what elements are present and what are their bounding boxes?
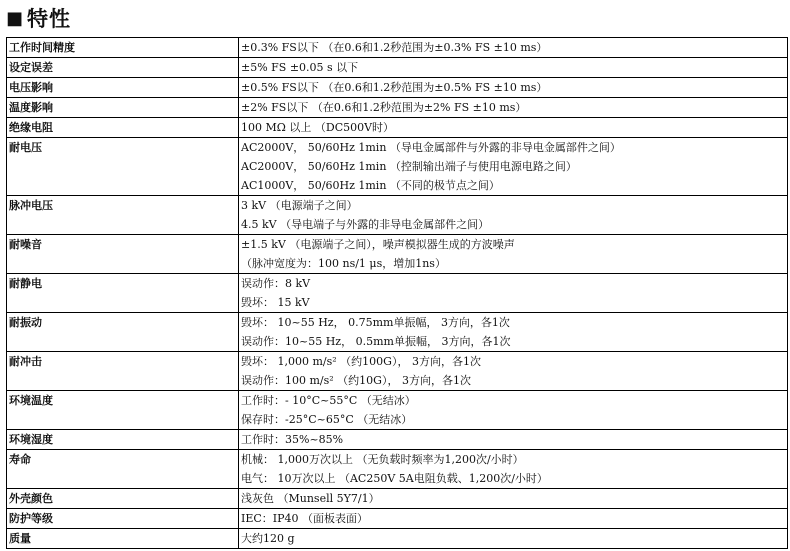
spec-value-line: IEC：IP40 （面板表面） [241, 512, 369, 525]
spec-value [239, 118, 788, 138]
table-row [7, 78, 788, 98]
table-row [7, 430, 788, 450]
spec-value-line: 4.5 kV （导电端子与外露的非导电金属部件之间） [241, 218, 490, 231]
spec-value-line: 机械： 1,000万次以上 （无负载时频率为1,200次/小时） [241, 453, 524, 466]
spec-value-line: 工作时：- 10°C~55°C （无结冰） [241, 394, 416, 407]
spec-label: 环境温度 [7, 391, 239, 430]
spec-value-line: 毁坏： 10~55 Hz， 0.75mm单振幅， 3方向，各1次 [241, 316, 510, 329]
table-row [7, 118, 788, 138]
spec-label: 电压影响 [7, 78, 239, 98]
table-row [7, 391, 788, 430]
spec-value [239, 352, 788, 391]
spec-value-line: （脉冲宽度为：100 ns/1 μs，增加1ns） [241, 257, 446, 270]
page-title: 特性 [27, 7, 72, 31]
spec-value-line: 误动作：100 m/s² （约10G）， 3方向，各1次 [241, 374, 471, 387]
spec-value [239, 509, 788, 529]
spec-value-line: 工作时：35%~85% [241, 433, 344, 446]
spec-value [239, 196, 788, 235]
spec-value-line: AC2000V， 50/60Hz 1min （导电金属部件与外露的非导电金属部件之间） [241, 141, 621, 154]
spec-label: 外壳颜色 [7, 489, 239, 509]
table-row [7, 58, 788, 78]
table-row [7, 196, 788, 235]
spec-value [239, 391, 788, 430]
spec-label: 环境湿度 [7, 430, 239, 450]
spec-value [239, 450, 788, 489]
table-row [7, 529, 788, 549]
spec-label: 耐静电 [7, 274, 239, 313]
spec-value [239, 274, 788, 313]
spec-value-line: ±1.5 kV （电源端子之间），噪声模拟器生成的方波噪声 [241, 238, 515, 251]
spec-label: 寿命 [7, 450, 239, 489]
spec-value [239, 235, 788, 274]
spec-value-line: ±5% FS ±0.05 s 以下 [241, 61, 359, 74]
spec-label: 质量 [7, 529, 239, 549]
spec-value [239, 489, 788, 509]
spec-label: 耐冲击 [7, 352, 239, 391]
spec-value [239, 78, 788, 98]
spec-value-line: ±0.5% FS以下 （在0.6和1.2秒范围为±0.5% FS ±10 ms） [241, 81, 548, 94]
spec-value-line: ±0.3% FS以下 （在0.6和1.2秒范围为±0.3% FS ±10 ms） [241, 41, 548, 54]
spec-value-line: 误动作：10~55 Hz， 0.5mm单振幅， 3方向，各1次 [241, 335, 511, 348]
spec-value-line: 毁坏： 15 kV [241, 296, 310, 309]
spec-value [239, 58, 788, 78]
spec-value-line: 保存时：-25°C~65°C （无结冰） [241, 413, 413, 426]
spec-label: 耐振动 [7, 313, 239, 352]
spec-value-line: 毁坏： 1,000 m/s² （约100G）， 3方向，各1次 [241, 355, 481, 368]
spec-value-line: 100 MΩ 以上 （DC500V时） [241, 121, 395, 134]
spec-value-line: 浅灰色 （Munsell 5Y7/1） [241, 492, 380, 505]
spec-value [239, 138, 788, 196]
spec-label: 设定误差 [7, 58, 239, 78]
table-row [7, 313, 788, 352]
spec-value-line: 误动作：8 kV [241, 277, 311, 290]
table-row [7, 450, 788, 489]
spec-value-line: AC2000V， 50/60Hz 1min （控制输出端子与使用电源电路之间） [241, 160, 577, 173]
spec-value-line: ±2% FS以下 （在0.6和1.2秒范围为±2% FS ±10 ms） [241, 101, 527, 114]
spec-label: 耐噪音 [7, 235, 239, 274]
spec-label: 工作时间精度 [7, 38, 239, 58]
spec-value [239, 529, 788, 549]
spec-value-line: 大约120 g [241, 532, 295, 545]
spec-value [239, 38, 788, 58]
specifications-table [6, 37, 788, 549]
spec-value [239, 430, 788, 450]
page-heading [6, 4, 71, 32]
table-row [7, 352, 788, 391]
table-row [7, 38, 788, 58]
spec-label: 防护等级 [7, 509, 239, 529]
spec-label: 温度影响 [7, 98, 239, 118]
spec-label: 脉冲电压 [7, 196, 239, 235]
table-row [7, 98, 788, 118]
spec-value [239, 313, 788, 352]
spec-value-line: AC1000V， 50/60Hz 1min （不同的极节点之间） [241, 179, 500, 192]
spec-value [239, 98, 788, 118]
table-row [7, 235, 788, 274]
spec-label: 耐电压 [7, 138, 239, 196]
table-row [7, 509, 788, 529]
table-row [7, 489, 788, 509]
square-bullet-icon: ■ [6, 7, 25, 29]
spec-label: 绝缘电阻 [7, 118, 239, 138]
table-row [7, 138, 788, 196]
spec-value-line: 3 kV （电源端子之间） [241, 199, 358, 212]
table-row [7, 274, 788, 313]
spec-value-line: 电气： 10万次以上 （AC250V 5A电阻负载、1,200次/小时） [241, 472, 548, 485]
